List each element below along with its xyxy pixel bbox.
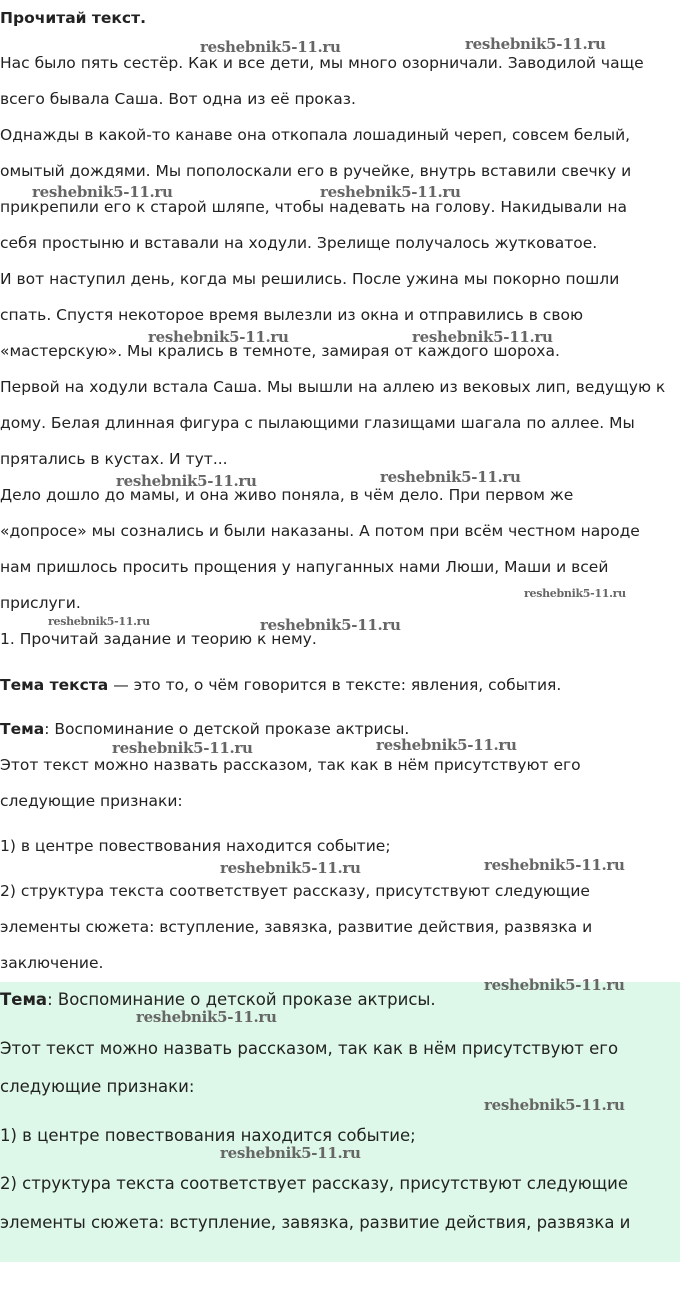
story-line: Нас было пять сестёр. Как и все дети, мы много озорничали. Заводилой чаще — [0, 54, 644, 72]
answer-box-line: 2) структура текста соответствует рассказу, присутствуют следующие — [0, 1174, 629, 1193]
watermark: reshebnik5-11.ru — [116, 472, 257, 490]
answer-line: элементы сюжета: вступление, завязка, развитие действия, развязка и — [0, 918, 593, 936]
answer-line: 2) структура текста соответствует рассказу, присутствуют следующие — [0, 882, 590, 900]
reading-title: Прочитай текст. — [0, 9, 146, 27]
story-line: Однажды в какой-то канаве она откопала лошадиный череп, совсем белый, — [0, 126, 631, 144]
story-line: дому. Белая длинная фигура с пылающими глазищами шагала по аллее. Мы — [0, 414, 635, 432]
watermark: reshebnik5-11.ru — [112, 739, 253, 757]
watermark: reshebnik5-11.ru — [524, 587, 626, 600]
answer-line: следующие признаки: — [0, 792, 183, 810]
watermark: reshebnik5-11.ru — [48, 615, 150, 628]
answer-box-line: элементы сюжета: вступление, завязка, развитие действия, развязка и — [0, 1213, 631, 1232]
story-line: спать. Спустя некоторое время вылезли из окна и отправились в свою — [0, 306, 583, 324]
theme-line — [0, 719, 409, 739]
task-text: 1. Прочитай задание и теорию к нему. — [0, 630, 317, 648]
watermark: reshebnik5-11.ru — [412, 328, 553, 346]
answer-box-line: следующие признаки: — [0, 1077, 195, 1096]
watermark: reshebnik5-11.ru — [465, 35, 606, 53]
story-line: прислуги. — [0, 594, 81, 612]
story-line: прятались в кустах. И тут... — [0, 450, 228, 468]
watermark: reshebnik5-11.ru — [32, 183, 173, 201]
answer-box-line: Этот текст можно назвать рассказом, так как в нём присутствуют его — [0, 1039, 619, 1058]
story-line: «мастерскую». Мы крались в темноте, замирая от каждого шороха. — [0, 342, 560, 360]
page-bottom-mask — [0, 1262, 680, 1293]
answer-box-theme-label: Тема — [0, 990, 48, 1009]
watermark: reshebnik5-11.ru — [148, 328, 289, 346]
story-line: «допросе» мы сознались и были наказаны. А потом при всём честном народе — [0, 522, 640, 540]
watermark: reshebnik5-11.ru — [484, 1096, 625, 1114]
story-line: прикрепили его к старой шляпе, чтобы надевать на голову. Накидывали на — [0, 198, 628, 216]
story-line: Первой на ходули встала Саша. Мы вышли на аллею из вековых лип, ведущую к — [0, 378, 666, 396]
story-line: нам пришлось просить прощения у напуганных нами Люши, Маши и всей — [0, 558, 609, 576]
theory-definition — [0, 675, 561, 695]
story-line: И вот наступил день, когда мы решились. После ужина мы покорно пошли — [0, 270, 620, 288]
story-line: омытый дождями. Мы пополоскали его в ручейке, внутрь вставили свечку и — [0, 162, 632, 180]
watermark: reshebnik5-11.ru — [200, 38, 341, 56]
answer-line: Этот текст можно назвать рассказом, так как в нём присутствуют его — [0, 756, 581, 774]
watermark: reshebnik5-11.ru — [484, 856, 625, 874]
watermark: reshebnik5-11.ru — [220, 859, 361, 877]
answer-box-line: 1) в центре повествования находится событие; — [0, 1126, 416, 1145]
answer-line: заключение. — [0, 954, 104, 972]
answer-line: 1) в центре повествования находится событие; — [0, 837, 391, 855]
theme-label: Тема — [0, 720, 45, 738]
story-line: себя простыню и вставали на ходули. Зрелище получалось жутковатое. — [0, 234, 598, 252]
watermark: reshebnik5-11.ru — [484, 976, 625, 994]
theme-value: : Воспоминание о детской проказе актрисы. — [44, 720, 410, 738]
watermark: reshebnik5-11.ru — [260, 616, 401, 634]
watermark: reshebnik5-11.ru — [320, 183, 461, 201]
theory-body: — это то, о чём говорится в тексте: явления, события. — [108, 676, 562, 694]
watermark: reshebnik5-11.ru — [380, 468, 521, 486]
story-line: Дело дошло до мамы, и она живо поняла, в чём дело. При первом же — [0, 486, 574, 504]
watermark: reshebnik5-11.ru — [376, 736, 517, 754]
watermark: reshebnik5-11.ru — [136, 1008, 277, 1026]
theory-term: Тема текста — [0, 676, 109, 694]
answer-box-theme-value: : Воспоминание о детской проказе актрисы. — [47, 990, 436, 1009]
answer-box-theme — [0, 990, 436, 1010]
watermark: reshebnik5-11.ru — [220, 1144, 361, 1162]
story-line: всего бывала Саша. Вот одна из её проказ. — [0, 90, 356, 108]
